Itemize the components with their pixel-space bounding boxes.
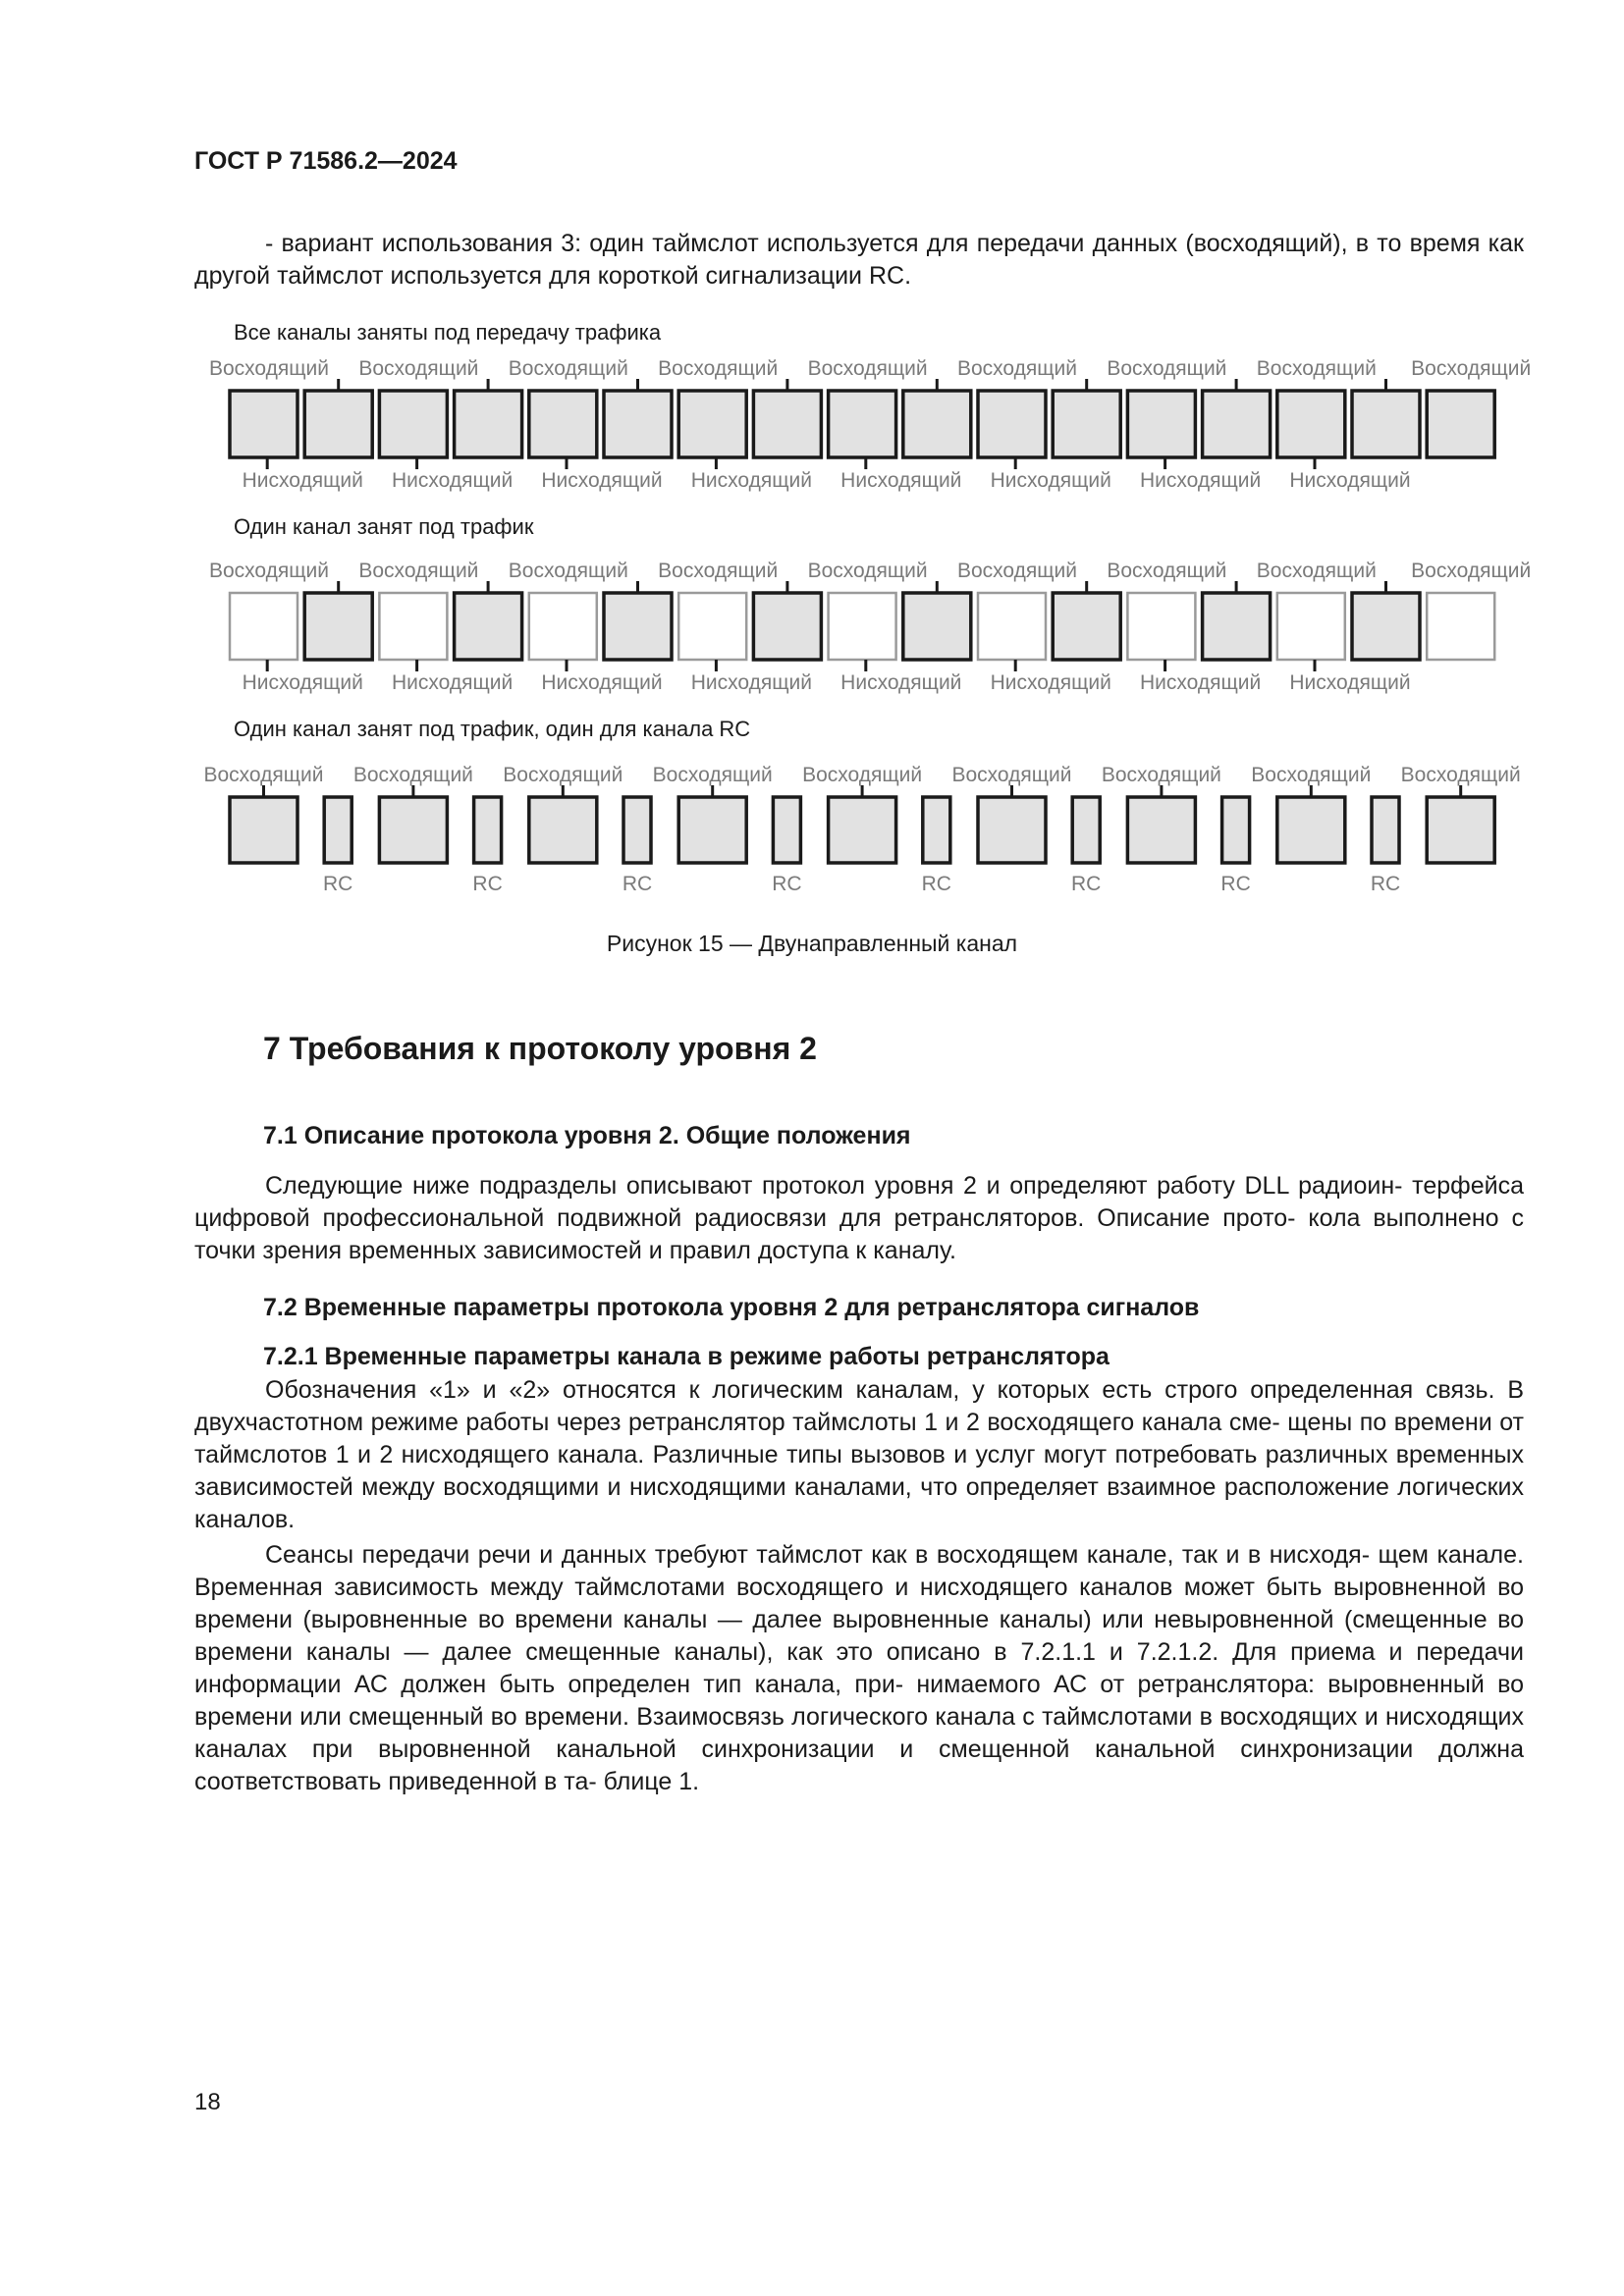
row2-down-label: Нисходящий [1139,671,1262,694]
row3-rc-slot [1072,797,1100,863]
row1-down-label: Нисходящий [1289,469,1411,492]
row3-rc-label: RC [1370,873,1401,895]
row1-down-label: Нисходящий [990,469,1111,492]
row1-slot [1277,391,1345,457]
row2-up-label: Восходящий [1107,560,1227,582]
row2-down-label: Нисходящий [242,671,363,694]
row1-slot [529,391,597,457]
row2-up-label: Восходящий [358,560,479,582]
row2-slot [1277,593,1345,660]
row2-down-label: Нисходящий [1289,671,1411,694]
row2-slot [230,593,298,660]
row1-slot [978,391,1046,457]
row3-rc-slot [474,797,502,863]
row3-rc-slot [324,797,352,863]
row3-rc-label: RC [472,873,503,895]
row1-up-label: Восходящий [358,357,479,380]
row1-down-label: Нисходящий [840,469,962,492]
row3-slot [529,797,597,863]
row2-slot [1203,593,1271,660]
row1-slot [678,391,746,457]
figure-caption: Рисунок 15 — Двунаправленный канал [606,931,1018,956]
row1-down-label: Нисходящий [391,469,514,492]
row2-up-label: Восходящий [658,560,779,582]
row2-slot [753,593,821,660]
section-7-2-1-paragraph-1: Обозначения «1» и «2» относятся к логическим каналам, у которых есть строго определенная связь. В двухчастотном режиме работы через ретранслятор таймслоты 1 и 2 восходящего канала сме- щены по времени от таймслотов 1 и 2 нисходящего канала. Различные типы вызовов и услуг могут потребовать различных временных зависимостей между восходящими и нисходящими каналами, что определяет взаимное расположение логических каналов. [194,1376,1524,1533]
row3-rc-label: RC [1220,873,1251,895]
row1-slot [1203,391,1271,457]
row2-up-label: Восходящий [1411,560,1532,582]
row2-slot [903,593,971,660]
row1-up-label: Восходящий [658,357,779,380]
row2-slot [1427,593,1494,660]
row3-slot [230,797,298,863]
row2-slot [379,593,447,660]
row3-rc-label: RC [622,873,653,895]
row3-up-label: Восходящий [802,764,923,786]
row3-rc-label: RC [1071,873,1102,895]
row1-down-label: Нисходящий [541,469,663,492]
row1-up-label: Восходящий [1107,357,1227,380]
row2-slot [529,593,597,660]
row2-up-label: Восходящий [508,560,628,582]
row3-slot [379,797,447,863]
row2-slot [829,593,896,660]
row3-slot [978,797,1046,863]
section-7-2-1-paragraph-2: Сеансы передачи речи и данных требуют таймслот как в восходящем канале, так и в нисходя- щем канале. Временная зависимость между таймслотами восходящего и нисходящего каналов может быть выровненной во времени (выровненные во времени каналы — далее выровненные каналы) или невыровненной (смещенные во времени каналы — далее смещенные каналы), как это описано в 7.2.1.1 и 7.2.1.2. Для приема и передачи информации АС должен быть определен тип канала, при- нимаемого АС от ретранслятора: выровненный во времени или смещенный во времени. Взаимосвязь логического канала с таймслотами в восходящих и нисходящих каналах при выровненной канальной синхронизации и смещенной канальной синхронизации должна соответствовать приведенной в та- блице 1. [194,1541,1524,1795]
row1-slot [1352,391,1420,457]
row1-slot [455,391,522,457]
row2-up-label: Восходящий [956,560,1078,582]
row2-up-label: Восходящий [1256,560,1377,582]
document-code: ГОСТ Р 71586.2—2024 [194,147,458,175]
row3-rc-slot [773,797,800,863]
row3-up-label: Восходящий [503,764,623,786]
section-7-title: 7 Требования к протоколу уровня 2 [263,1031,817,1066]
row3-slot [829,797,896,863]
row2-up-label: Восходящий [208,560,330,582]
row2-slot [678,593,746,660]
row2-down-label: Нисходящий [840,671,962,694]
page-number: 18 [194,2089,221,2115]
row2-up-label: Восходящий [807,560,928,582]
row3-rc-slot [923,797,950,863]
section-7-1-title: 7.1 Описание протокола уровня 2. Общие положения [263,1122,911,1149]
section-7-2-1-title: 7.2.1 Временные параметры канала в режиме работы ретранслятора [263,1343,1110,1370]
figure-row3-title: Один канал занят под трафик, один для канала RC [234,717,751,741]
row3-up-label: Восходящий [1400,764,1521,786]
row1-slot [304,391,372,457]
row3-rc-slot [1372,797,1399,863]
row3-up-label: Восходящий [1251,764,1372,786]
row3-slot [1277,797,1345,863]
bidirectional-channel-diagram [0,0,1624,923]
row3-up-label: Восходящий [652,764,773,786]
row2-down-label: Нисходящий [391,671,514,694]
row3-up-label: Восходящий [352,764,473,786]
row2-slot [455,593,522,660]
row1-up-label: Восходящий [956,357,1078,380]
section-7-1-text: Следующие ниже подразделы описывают протокол уровня 2 и определяют работу DLL радиоин- терфейса цифровой профессиональной подвижной радиосвязи для ретрансляторов. Описание прото- кола выполнено с точки зрения временных зависимостей и правил доступа к каналу. [194,1172,1524,1264]
row2-down-label: Нисходящий [690,671,813,694]
row3-rc-label: RC [323,873,353,895]
row3-slot [1127,797,1195,863]
figure-row1-title: Все каналы заняты под передачу трафика [234,320,662,345]
row2-slot [978,593,1046,660]
row2-slot [304,593,372,660]
section-7-2-title: 7.2 Временные параметры протокола уровня 2 для ретранслятора сигналов [263,1294,1200,1321]
row3-up-label: Восходящий [203,764,324,786]
row3-up-label: Восходящий [951,764,1072,786]
row3-slot [678,797,746,863]
row2-slot [1352,593,1420,660]
row3-up-label: Восходящий [1101,764,1221,786]
row2-slot [1127,593,1195,660]
row1-down-label: Нисходящий [1139,469,1262,492]
row1-up-label: Восходящий [1411,357,1532,380]
row2-slot [604,593,672,660]
row2-down-label: Нисходящий [541,671,663,694]
row1-slot [753,391,821,457]
row2-slot [1053,593,1120,660]
row1-slot [230,391,298,457]
row1-slot [604,391,672,457]
row1-up-label: Восходящий [807,357,928,380]
row1-slot [1127,391,1195,457]
figure-row2-title: Один канал занят под трафик [234,514,534,539]
intro-paragraph: - вариант использования 3: один таймслот используется для передачи данных (восходящий), в то время как другой таймслот используется для короткой сигнализации RC. [194,230,1524,290]
row3-rc-label: RC [921,873,951,895]
row1-slot [1053,391,1120,457]
row1-slot [1427,391,1494,457]
row1-slot [829,391,896,457]
row1-up-label: Восходящий [508,357,628,380]
row2-down-label: Нисходящий [990,671,1111,694]
row1-up-label: Восходящий [208,357,330,380]
row1-down-label: Нисходящий [242,469,363,492]
row1-up-label: Восходящий [1256,357,1377,380]
row3-rc-label: RC [772,873,802,895]
row3-slot [1427,797,1494,863]
row1-slot [903,391,971,457]
row3-rc-slot [1222,797,1250,863]
row3-rc-slot [623,797,651,863]
row1-down-label: Нисходящий [690,469,813,492]
row1-slot [379,391,447,457]
